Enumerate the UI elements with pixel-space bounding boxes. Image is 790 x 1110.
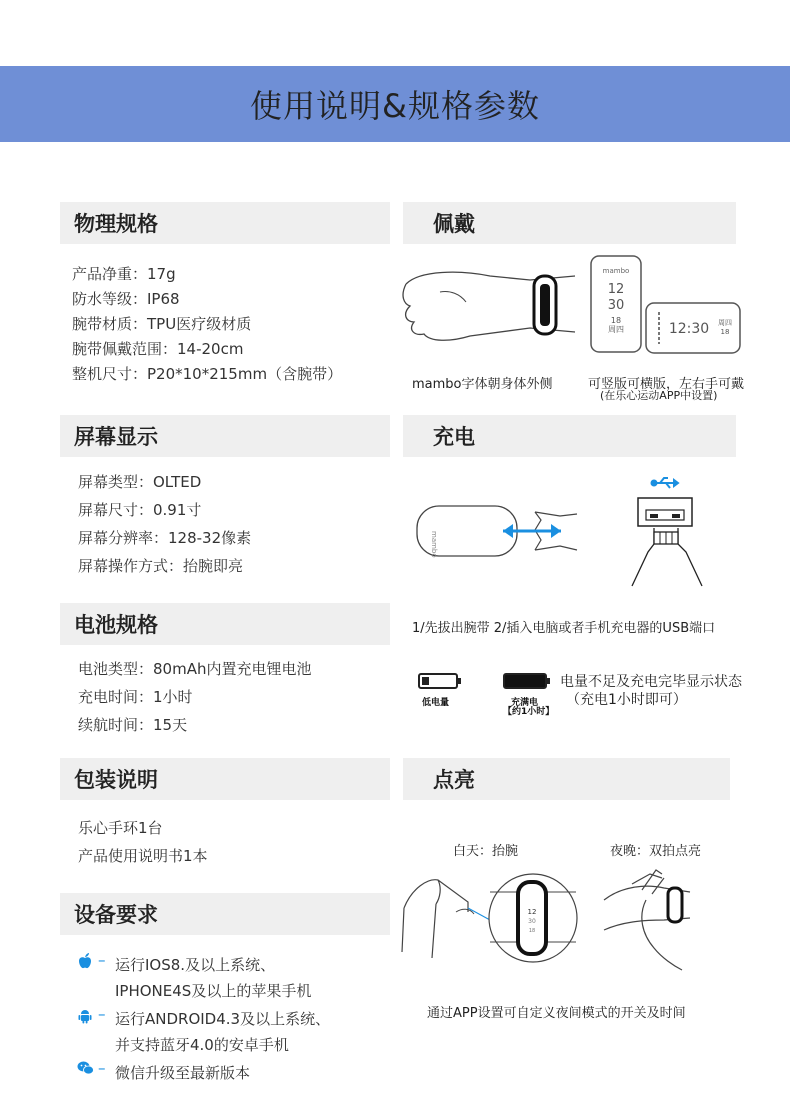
android-icon: [78, 1008, 92, 1024]
vertical-screen-device: [590, 255, 642, 353]
spec-line: 屏幕类型：OLTED: [78, 473, 202, 491]
spec-line: 屏幕操作方式：抬腕即亮: [78, 557, 244, 575]
svg-text:12:30: 12:30: [668, 321, 710, 337]
requirement-android: 运行ANDROID4.3及以上系统、 并支持蓝牙4.0的安卓手机: [115, 1010, 331, 1054]
remove-band-illustration: [415, 500, 580, 565]
svg-text:18: 18: [528, 928, 536, 934]
title-banner: [0, 66, 790, 142]
usb-icon: [652, 478, 679, 488]
requirement-dash: –: [98, 951, 106, 969]
requirement-ios: 运行IOS8.及以上系统、 IPHONE4S及以上的苹果手机: [115, 956, 312, 1000]
section-charge-header: [403, 415, 736, 457]
section-physical-header: [60, 202, 390, 244]
package-item: 产品使用说明书1本: [78, 847, 208, 865]
night-mode-label: 夜晚：双拍点亮: [610, 844, 702, 859]
section-wear-header: [403, 202, 736, 244]
battery-status-note: 电量不足及充电完毕显示状态: [560, 674, 742, 690]
double-tap-illustration: [602, 870, 712, 970]
section-battery-header: [60, 603, 390, 645]
low-battery-label: 低电量: [422, 698, 450, 708]
raise-wrist-illustration: [398, 868, 583, 978]
section-requirements-header: [60, 893, 390, 935]
requirement-dash: –: [98, 1059, 106, 1077]
section-requirements-title: 设备要求: [74, 903, 158, 927]
horizontal-screen-device: [645, 302, 741, 354]
full-battery-sub: 【约1小时】: [503, 707, 555, 717]
section-package-header: [60, 758, 390, 800]
section-physical-title: 物理规格: [74, 212, 158, 236]
physical-specs-list: [72, 262, 342, 387]
full-battery-icon: [503, 673, 551, 689]
svg-text:12: 12: [607, 282, 625, 297]
wechat-icon: [77, 1061, 94, 1075]
svg-text:18: 18: [610, 316, 622, 325]
charge-steps: 1/先拔出腕带 2/插入电脑或者手机充电器的USB端口: [412, 621, 716, 636]
spec-line: 腕带佩戴范围：14-20cm: [72, 340, 244, 358]
package-item: 乐心手环1台: [78, 819, 163, 837]
spec-line: 电池类型：80mAh内置充电锂电池: [78, 660, 312, 678]
requirement-dash: –: [98, 1005, 106, 1023]
usb-port-illustration: [620, 474, 720, 586]
svg-text:周四: 周四: [608, 325, 624, 334]
spec-line: 充电时间：1小时: [78, 688, 193, 706]
light-mode-note: 通过APP设置可自定义夜间模式的开关及时间: [427, 1006, 686, 1021]
page-title: 使用说明&规格参数: [250, 87, 540, 125]
section-battery-title: 电池规格: [74, 613, 158, 637]
spec-line: 防水等级：IP68: [72, 290, 180, 308]
wrist-band-illustration: [400, 262, 580, 352]
svg-text:30: 30: [607, 298, 625, 313]
section-light-header: [403, 758, 730, 800]
device-logo: mambo: [602, 267, 630, 275]
section-package-title: 包装说明: [74, 768, 158, 792]
battery-status-note-sub: （充电1小时即可）: [566, 692, 687, 708]
spec-line: 产品净重：17g: [72, 265, 176, 283]
spec-line: 整机尺寸：P20*10*215mm（含腕带）: [72, 365, 343, 383]
svg-text:30: 30: [528, 918, 536, 925]
svg-text:18: 18: [720, 328, 730, 336]
svg-text:周四: 周四: [718, 319, 732, 327]
section-screen-header: [60, 415, 390, 457]
section-charge-title: 充电: [433, 425, 475, 449]
battery-specs-list: [78, 655, 311, 739]
screen-specs-list: [78, 468, 251, 580]
spec-line: 续航时间：15天: [78, 716, 188, 734]
full-battery-label: 充满电: [511, 698, 539, 708]
requirement-wechat: 微信升级至最新版本: [115, 1064, 251, 1082]
low-battery-icon: [418, 673, 462, 689]
spec-line: 屏幕尺寸：0.91寸: [78, 501, 202, 519]
wear-caption-right: 可竖版可横版，左右手可戴: [588, 377, 745, 392]
svg-text:12: 12: [527, 908, 537, 916]
wear-caption-left: mambo字体朝身体外侧: [412, 377, 553, 392]
svg-text:mambo: mambo: [430, 531, 438, 558]
apple-icon: [78, 953, 92, 969]
wear-caption-right-sub: (在乐心运动APP中设置): [600, 389, 718, 402]
section-light-title: 点亮: [433, 768, 475, 792]
package-list: [78, 814, 208, 870]
section-screen-title: 屏幕显示: [74, 425, 158, 449]
day-mode-label: 白天：抬腕: [453, 844, 519, 859]
section-wear-title: 佩戴: [433, 212, 475, 236]
spec-line: 腕带材质：TPU医疗级材质: [72, 315, 252, 333]
spec-line: 屏幕分辨率：128-32像素: [78, 529, 252, 547]
